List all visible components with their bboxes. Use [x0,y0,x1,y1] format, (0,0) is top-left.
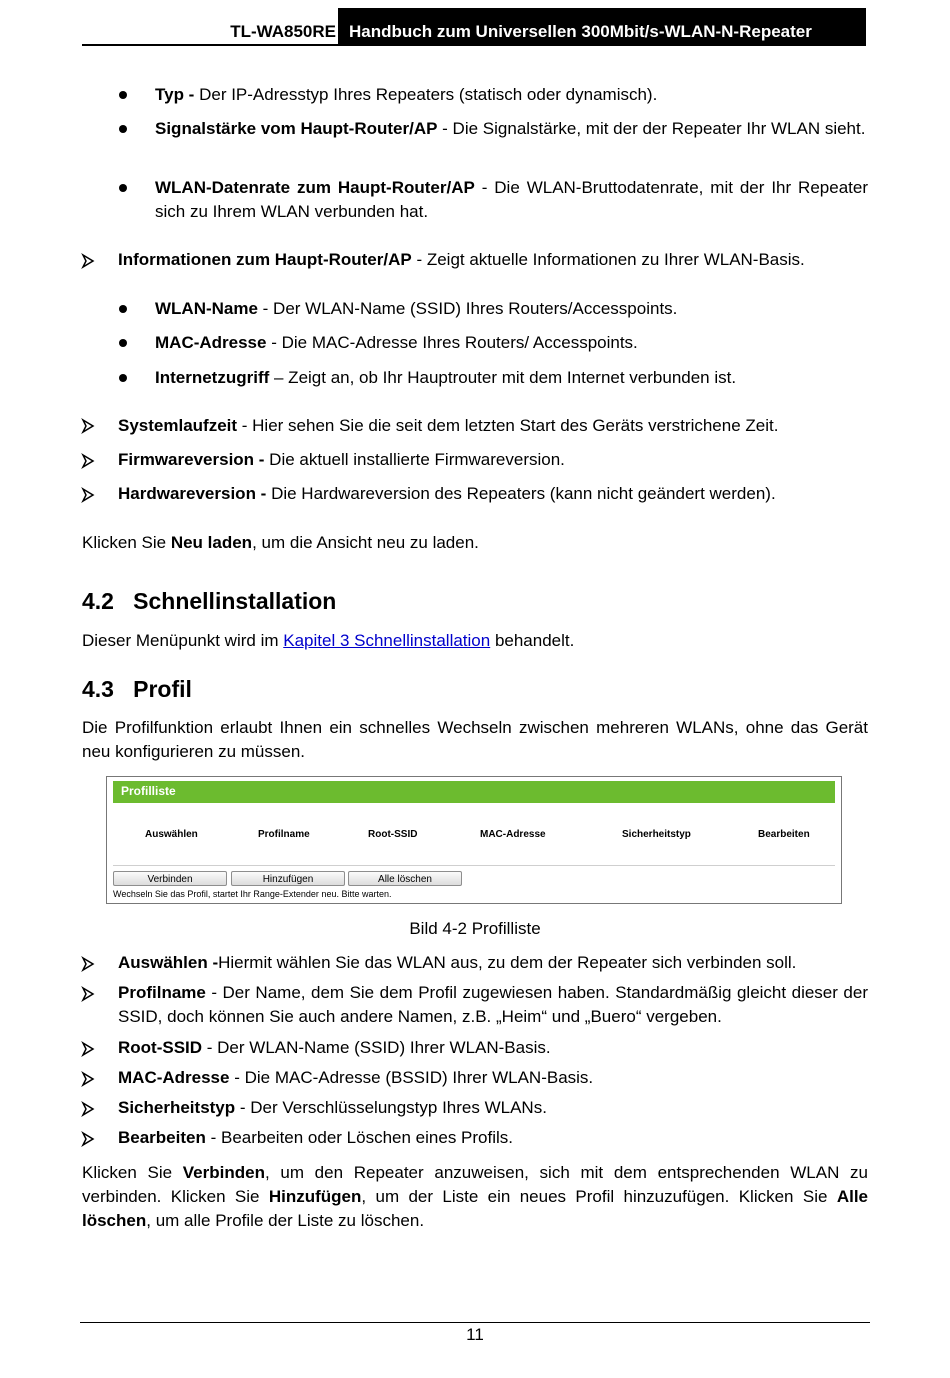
table-divider [113,865,835,866]
item-term: Informationen zum Haupt-Router/AP [118,250,412,269]
list-item [155,83,868,107]
bullet-icon [119,125,127,133]
delete-all-button[interactable]: Alle löschen [348,871,462,886]
arrowhead-bullet-icon [80,253,96,269]
header-title: Handbuch zum Universellen 300Mbit/s-WLAN-N-Repeater [338,8,866,46]
item-desc: Die Hardwareversion des Repeaters (kann nicht geändert werden). [266,484,776,503]
bullet-icon [119,91,127,99]
figure-caption: Bild 4-2 Profilliste [409,919,541,938]
arrowhead-bullet-icon [80,418,96,434]
item-desc: - Die MAC-Adresse Ihres Routers/ Accesspoints. [266,333,638,352]
list-item [118,248,868,272]
list-item [155,176,868,224]
list-item [118,482,868,506]
list-item [118,414,868,438]
bullet-icon [119,339,127,347]
item-desc: - Der Verschlüsselungstyp Ihres WLANs. [235,1098,547,1117]
item-term: WLAN-Name [155,299,258,318]
item-desc: Die aktuell installierte Firmwareversion. [264,450,565,469]
reload-paragraph: Klicken Sie Neu laden, um die Ansicht neu zu laden. [82,533,479,552]
section-heading-4-3: 4.3 Profil [82,676,192,702]
connect-button[interactable]: Verbinden [113,871,227,886]
arrowhead-bullet-icon [80,956,96,972]
list-item [155,117,868,141]
item-desc: – Zeigt an, ob Ihr Hauptrouter mit dem Internet verbunden ist. [269,368,737,387]
item-term: Typ - [155,85,195,104]
list-item [118,1036,868,1060]
list-item [155,297,868,321]
item-desc: - Hier sehen Sie die seit dem letzten Start des Geräts verstrichene Zeit. [237,416,779,435]
header-rule [82,44,338,46]
column-header-profile-name: Profilname [258,829,310,840]
item-term: Internetzugriff [155,368,270,387]
item-term: Hardwareversion - [118,484,267,503]
section-heading-4-2: 4.2 Schnellinstallation [82,588,337,614]
arrowhead-bullet-icon [80,1101,96,1117]
arrowhead-bullet-icon [80,1041,96,1057]
item-term: Systemlaufzeit [118,416,238,435]
column-header-select: Auswählen [145,829,198,840]
item-term: Profilname [118,983,206,1002]
arrowhead-bullet-icon [80,487,96,503]
section-4-3-intro: Die Profilfunktion erlaubt Ihnen ein schnelles Wechseln zwischen mehreren WLANs, ohne das Gerät neu konfigurieren zu müssen. [82,718,868,761]
item-term: Root-SSID [118,1038,203,1057]
arrowhead-bullet-icon [80,453,96,469]
item-term: MAC-Adresse [155,333,267,352]
column-header-mac-address: MAC-Adresse [480,829,546,840]
item-term: WLAN-Datenrate zum Haupt-Router/AP [155,178,475,197]
profile-list-screenshot [106,776,842,904]
item-term: Auswählen - [118,953,219,972]
list-item [155,331,868,355]
arrowhead-bullet-icon [80,1131,96,1147]
bullet-icon [119,184,127,192]
item-term: Bearbeiten [118,1128,206,1147]
column-header-edit: Bearbeiten [758,829,810,840]
list-item [118,981,868,1029]
arrowhead-bullet-icon [80,1071,96,1087]
header-model: TL-WA850RE [230,22,336,41]
list-item [118,1126,868,1150]
item-desc: - Die MAC-Adresse (BSSID) Ihrer WLAN-Basis. [229,1068,594,1087]
column-header-security-type: Sicherheitstyp [622,829,691,840]
item-desc: Hiermit wählen Sie das WLAN aus, zu dem der Repeater sich verbinden soll. [218,953,797,972]
profile-list-title-bar: Profilliste [113,781,835,801]
item-term: Signalstärke vom Haupt-Router/AP [155,119,438,138]
item-desc: Der IP-Adresstyp Ihres Repeaters (statisch oder dynamisch). [194,85,658,104]
list-item [118,951,868,975]
item-term: MAC-Adresse [118,1068,230,1087]
bullet-icon [119,305,127,313]
arrowhead-bullet-icon [80,986,96,1002]
list-item [118,1096,868,1120]
section-4-2-text: Dieser Menüpunkt wird im Kapitel 3 Schnellinstallation behandelt. [82,631,575,650]
item-desc: - Der WLAN-Name (SSID) Ihrer WLAN-Basis. [202,1038,551,1057]
bullet-icon [119,374,127,382]
item-desc: - Der Name, dem Sie dem Profil zugewiesen haben. Standardmäßig gleicht dieser der SSID, doch können Sie auch andere Namen, z.B. „Heim“ und „Buero“ vergeben. [118,983,868,1026]
item-desc: - Zeigt aktuelle Informationen zu Ihrer WLAN-Basis. [411,250,805,269]
list-item [155,366,868,390]
list-item [118,1066,868,1090]
chapter-3-link[interactable]: Kapitel 3 Schnellinstallation [283,631,491,650]
column-header-root-ssid: Root-SSID [368,829,418,840]
item-term: Sicherheitstyp [118,1098,236,1117]
closing-paragraph: Klicken Sie Verbinden, um den Repeater anzuweisen, sich mit dem entsprechenden WLAN zu verbinden. Klicken Sie Hinzufügen, um der Liste ein neues Profil hinzuzufügen. Klicken Sie Alle löschen, um alle Profile der Liste zu löschen. [82,1163,868,1230]
item-desc: - Die WLAN-Bruttodatenrate, mit der Ihr Repeater sich zu Ihrem WLAN verbunden hat. [155,178,868,221]
profile-switch-note: Wechseln Sie das Profil, startet Ihr Range-Extender neu. Bitte warten. [113,889,392,899]
page-number: 11 [466,1325,484,1344]
list-item [118,448,868,472]
item-desc: - Der WLAN-Name (SSID) Ihres Routers/Accesspoints. [257,299,678,318]
page-header [82,8,866,46]
add-button[interactable]: Hinzufügen [231,871,345,886]
item-desc: - Die Signalstärke, mit der der Repeater Ihr WLAN sieht. [437,119,866,138]
item-term: Firmwareversion - [118,450,265,469]
item-desc: - Bearbeiten oder Löschen eines Profils. [205,1128,513,1147]
title-underline [113,801,835,803]
